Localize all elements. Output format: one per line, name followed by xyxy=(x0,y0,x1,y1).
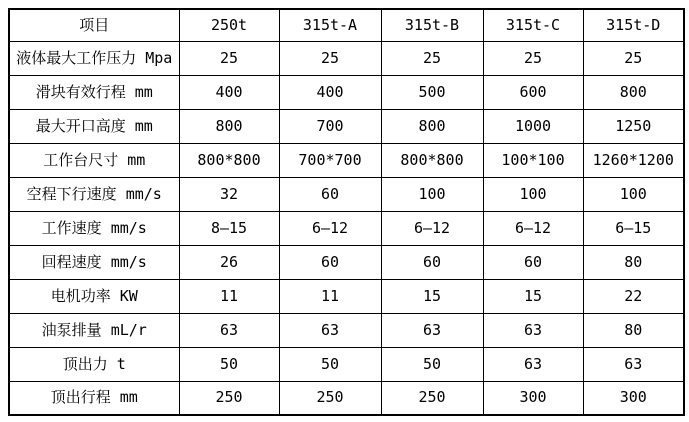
value-cell: 11 xyxy=(279,279,381,313)
value-cell: 63 xyxy=(381,313,483,347)
row-label: 油泵排量 mL/r xyxy=(9,313,179,347)
row-label: 液体最大工作压力 Mpa xyxy=(9,41,179,75)
value-cell: 50 xyxy=(381,347,483,381)
value-cell: 63 xyxy=(483,347,583,381)
spec-table-header xyxy=(9,9,684,41)
value-cell: 22 xyxy=(583,279,684,313)
value-cell: 63 xyxy=(179,313,279,347)
column-header-model: 250t xyxy=(179,9,279,41)
value-cell: 800 xyxy=(179,109,279,143)
row-label: 顶出行程 mm xyxy=(9,381,179,415)
value-cell: 300 xyxy=(583,381,684,415)
header-row xyxy=(9,9,684,41)
value-cell: 25 xyxy=(381,41,483,75)
value-cell: 15 xyxy=(381,279,483,313)
value-cell: 50 xyxy=(179,347,279,381)
table-row xyxy=(9,245,684,279)
row-label: 电机功率 KW xyxy=(9,279,179,313)
value-cell: 63 xyxy=(483,313,583,347)
value-cell: 250 xyxy=(381,381,483,415)
row-label: 最大开口高度 mm xyxy=(9,109,179,143)
value-cell: 250 xyxy=(179,381,279,415)
column-header-model: 315t-D xyxy=(583,9,684,41)
value-cell: 25 xyxy=(483,41,583,75)
value-cell: 100 xyxy=(483,177,583,211)
value-cell: 6—12 xyxy=(483,211,583,245)
table-row xyxy=(9,177,684,211)
value-cell: 6—15 xyxy=(583,211,684,245)
value-cell: 6—12 xyxy=(279,211,381,245)
value-cell: 80 xyxy=(583,313,684,347)
spec-table xyxy=(8,8,685,416)
row-label: 顶出力 t xyxy=(9,347,179,381)
value-cell: 400 xyxy=(179,75,279,109)
value-cell: 400 xyxy=(279,75,381,109)
value-cell: 300 xyxy=(483,381,583,415)
table-row xyxy=(9,143,684,177)
table-row xyxy=(9,211,684,245)
value-cell: 15 xyxy=(483,279,583,313)
row-label: 工作台尺寸 mm xyxy=(9,143,179,177)
value-cell: 800 xyxy=(381,109,483,143)
column-header-model: 315t-B xyxy=(381,9,483,41)
table-row xyxy=(9,279,684,313)
row-label: 空程下行速度 mm/s xyxy=(9,177,179,211)
value-cell: 26 xyxy=(179,245,279,279)
table-row xyxy=(9,381,684,415)
value-cell: 8—15 xyxy=(179,211,279,245)
spec-table-body xyxy=(9,41,684,415)
value-cell: 600 xyxy=(483,75,583,109)
value-cell: 60 xyxy=(483,245,583,279)
column-header-model: 315t-C xyxy=(483,9,583,41)
value-cell: 25 xyxy=(279,41,381,75)
value-cell: 800*800 xyxy=(381,143,483,177)
column-header-model: 315t-A xyxy=(279,9,381,41)
value-cell: 100 xyxy=(381,177,483,211)
row-label: 回程速度 mm/s xyxy=(9,245,179,279)
value-cell: 500 xyxy=(381,75,483,109)
table-row xyxy=(9,109,684,143)
value-cell: 63 xyxy=(583,347,684,381)
table-row xyxy=(9,75,684,109)
value-cell: 11 xyxy=(179,279,279,313)
value-cell: 25 xyxy=(179,41,279,75)
value-cell: 80 xyxy=(583,245,684,279)
value-cell: 25 xyxy=(583,41,684,75)
table-row xyxy=(9,41,684,75)
column-header-item: 项目 xyxy=(9,9,179,41)
value-cell: 50 xyxy=(279,347,381,381)
value-cell: 700 xyxy=(279,109,381,143)
row-label: 工作速度 mm/s xyxy=(9,211,179,245)
value-cell: 100*100 xyxy=(483,143,583,177)
value-cell: 800*800 xyxy=(179,143,279,177)
table-row xyxy=(9,347,684,381)
value-cell: 60 xyxy=(279,177,381,211)
value-cell: 250 xyxy=(279,381,381,415)
value-cell: 1000 xyxy=(483,109,583,143)
value-cell: 6—12 xyxy=(381,211,483,245)
value-cell: 1250 xyxy=(583,109,684,143)
row-label: 滑块有效行程 mm xyxy=(9,75,179,109)
value-cell: 800 xyxy=(583,75,684,109)
value-cell: 60 xyxy=(381,245,483,279)
value-cell: 63 xyxy=(279,313,381,347)
value-cell: 700*700 xyxy=(279,143,381,177)
value-cell: 100 xyxy=(583,177,684,211)
value-cell: 1260*1200 xyxy=(583,143,684,177)
table-row xyxy=(9,313,684,347)
value-cell: 60 xyxy=(279,245,381,279)
value-cell: 32 xyxy=(179,177,279,211)
